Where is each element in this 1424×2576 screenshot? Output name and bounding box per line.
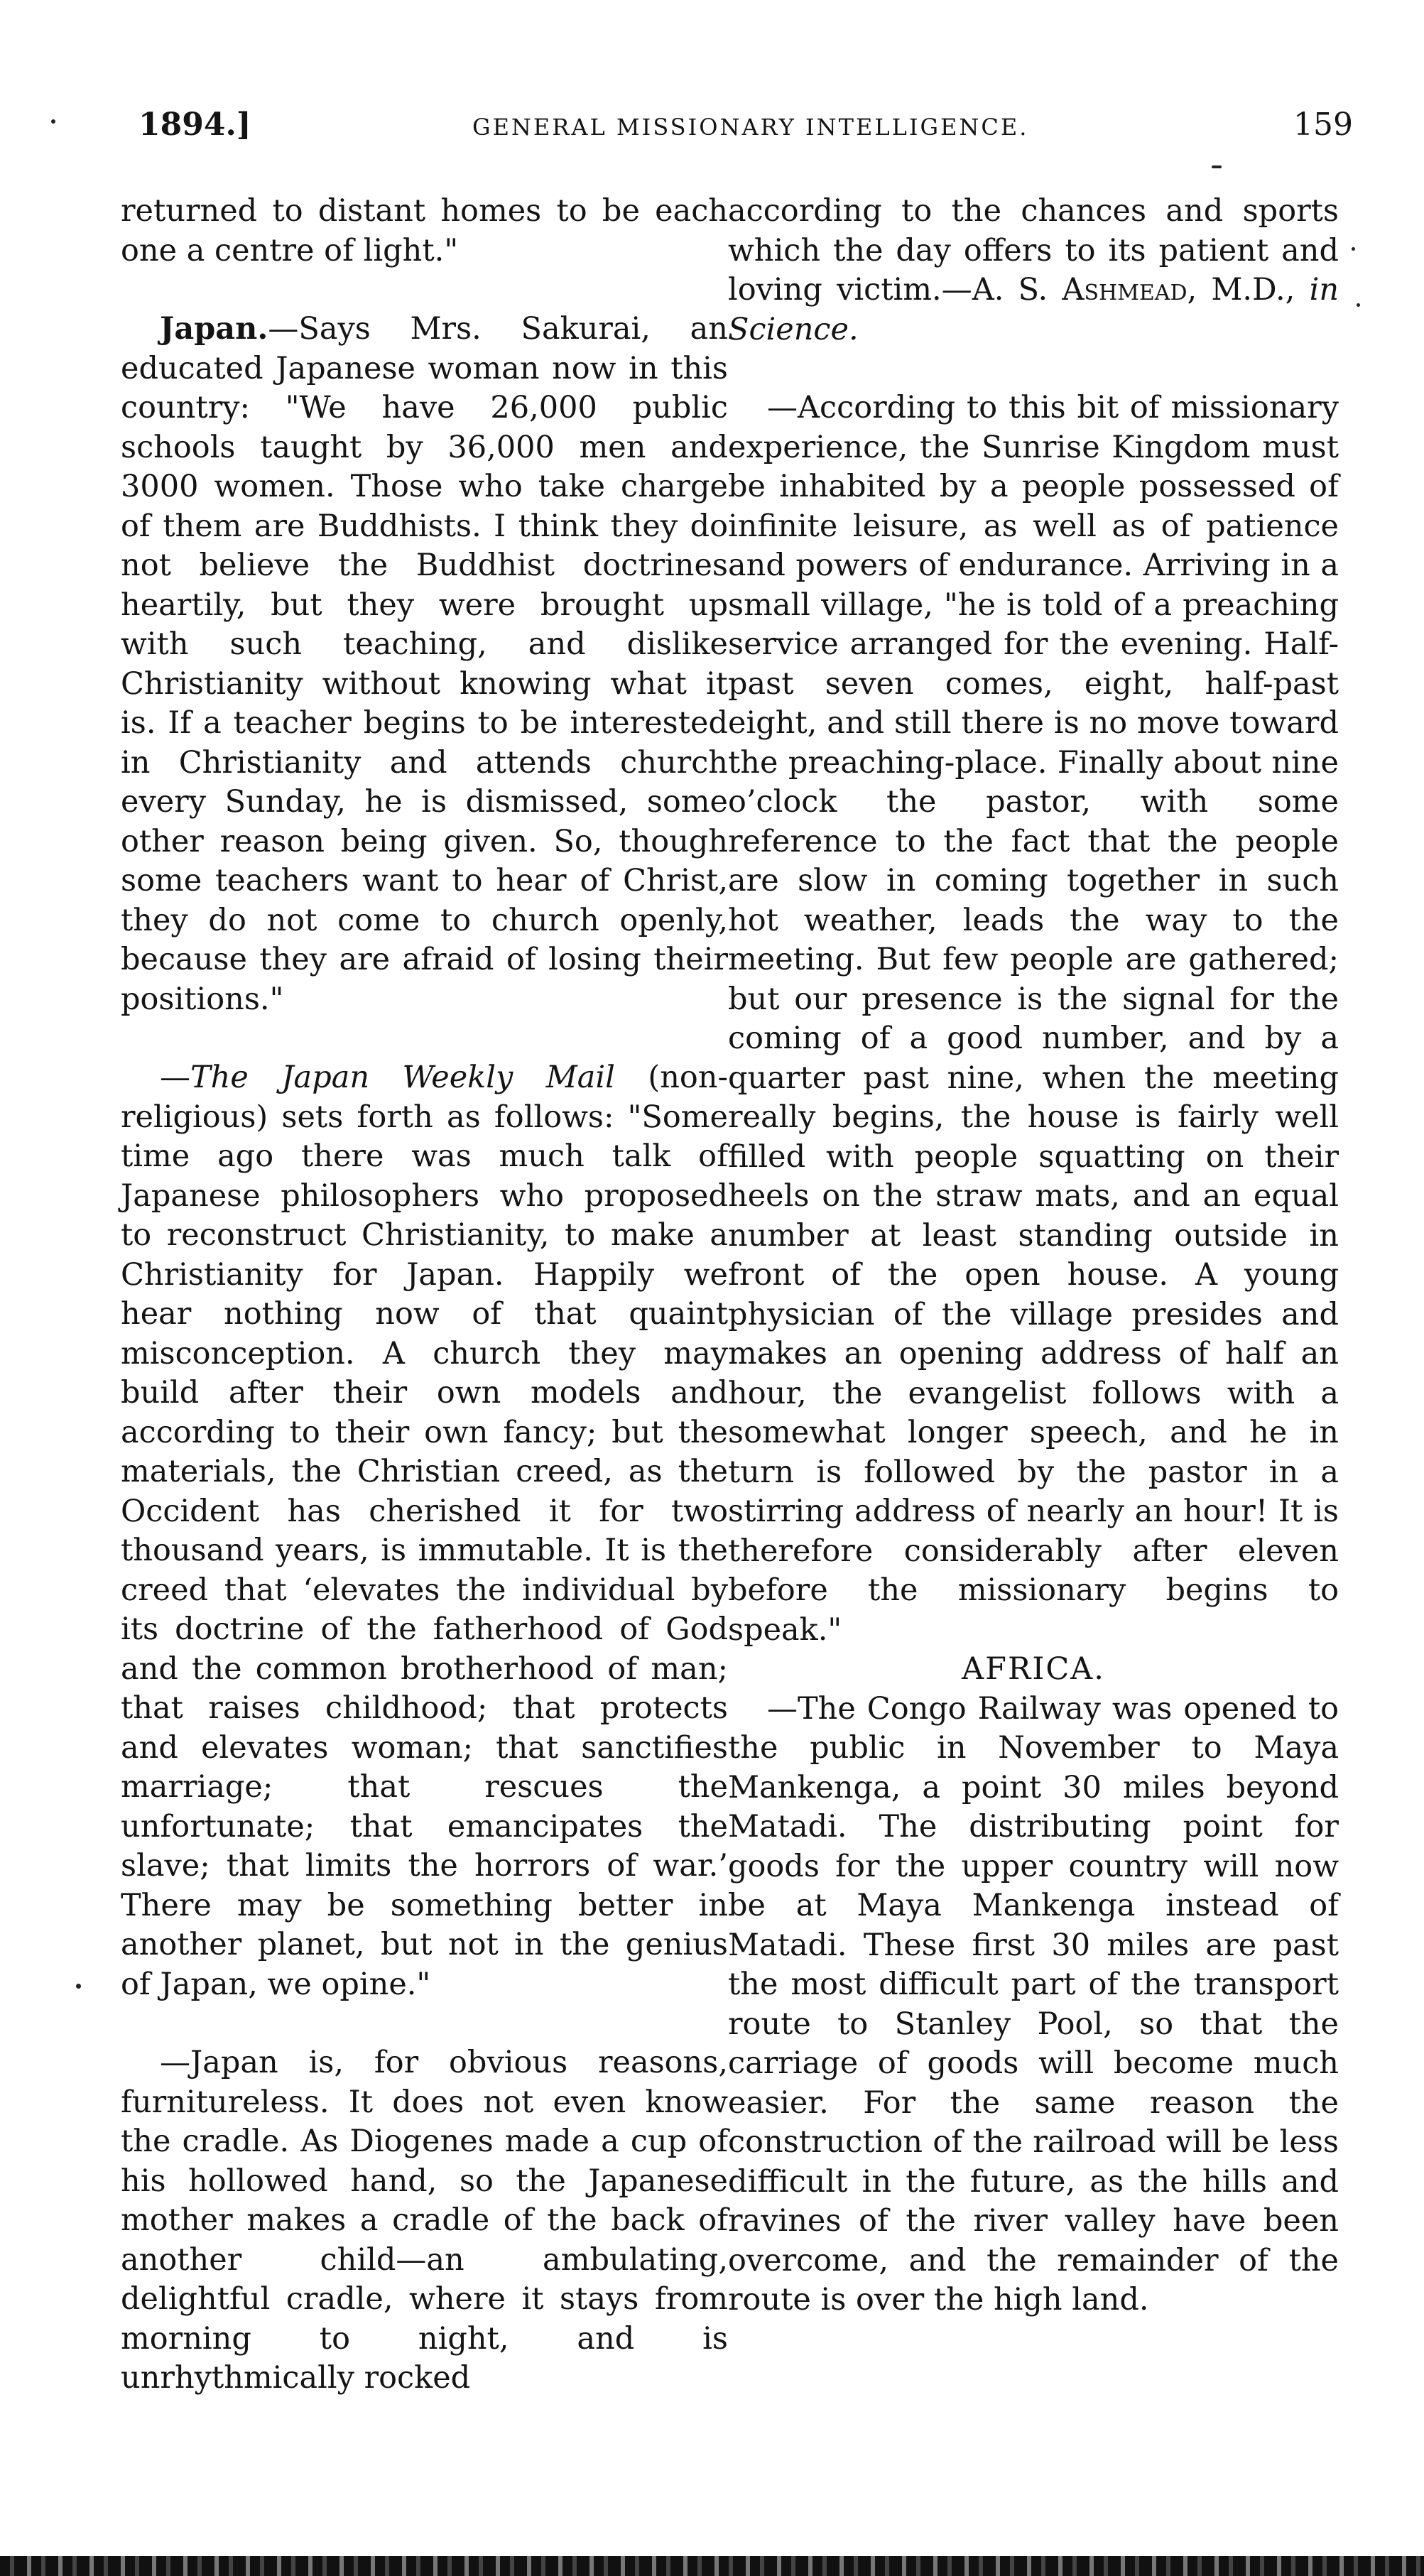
author-name: Ashmead bbox=[1062, 272, 1187, 308]
paragraph-continued bbox=[728, 192, 1339, 349]
paragraph-japan-furnitureless: —Japan is, for obvious reasons, furnitureless. It does not even know the cradle. As Diogenes made a cup of his hollowed hand, so the Japanese mother makes a cradle of the back of another child—an ambulating, delightful cradle, where it stays from morning to night, and is unrhythmically rocked bbox=[121, 2045, 728, 2396]
paragraph-text: —Says Mrs. Sakurai, an educated Japanese woman now in this country: "We have 26,000 public schools taught by 36,000 men and 3000 women. Those who take charge of them are Buddhists. I think they do not believe the Buddhist doctrines heartily, but they were brought up with such teaching, and dislike Christianity without knowing what it is. If a teacher begins to be interested in Christianity and attends church every Sunday, he is dismissed, some other reason being given. So, though some teachers want to hear of Christ, they do not come to church openly, because they are afraid of losing their positions." bbox=[121, 311, 728, 1017]
paragraph-congo-railway: —The Congo Railway was opened to the public in November to Maya Mankenga, a point 30 miles beyond Matadi. The distributing point for goods for the upper country will now be at Maya Mankenga instead of Matadi. These first 30 miles are past the most difficult part of the transport route to Stanley Pool, so that the carriage of goods will become much easier. For the same reason the construction of the railroad will be less difficult in the future, as the hills and ravines of the river valley have been overcome, and the remainder of the route is over the high land. bbox=[728, 1690, 1339, 2317]
print-speck bbox=[1352, 247, 1355, 251]
print-speck bbox=[1357, 303, 1360, 307]
left-column bbox=[121, 192, 728, 2398]
paragraph-japan-weekly-mail bbox=[121, 1058, 728, 2004]
print-speck bbox=[51, 119, 55, 124]
section-heading-africa: AFRICA. bbox=[962, 1651, 1105, 1687]
right-column bbox=[728, 192, 1339, 2320]
header-title: GENERAL MISSIONARY INTELLIGENCE. bbox=[472, 114, 1029, 141]
page-bottom-edge bbox=[0, 2556, 1424, 2576]
print-speck bbox=[1212, 165, 1222, 168]
print-speck bbox=[76, 1984, 81, 1989]
paragraph-text: (non-religious) sets forth as follows: "Some time ago there was much talk of Japanese philosophers who proposed to reconstruct Christianity, to make a Christianity for Japan. Happily we hear nothing now of that quaint misconception. A church they may build after their own models and according to their own fancy; but the materials, the Christian creed, as the Occident has cherished it for two thousand years, is immutable. It is the creed that ‘elevates the individual by its doctrine of the fatherhood of God and the common brotherhood of man; that raises childhood; that protects and elevates woman; that sanctifies marriage; that rescues the unfortunate; that emancipates the slave; that limits the horrors of war.’ There may be something better in another planet, but not in the genius of Japan, we opine." bbox=[121, 1060, 729, 2002]
paragraph-text: according to the chances and sports which the day offers to its patient and loving victim.—A. S. bbox=[728, 193, 1339, 308]
paragraph-japan-sakurai bbox=[121, 310, 728, 1019]
source-name: in Science. bbox=[728, 272, 1339, 347]
page-number: 159 bbox=[1293, 107, 1353, 143]
header-year: 1894.] bbox=[138, 107, 251, 143]
paragraph-sunrise-kingdom: —According to this bit of missionary experience, the Sunrise Kingdom must be inhabited by a people possessed of infinite leisure, as well as of patience and powers of endurance. Arriving in a small village, "he is told of a preaching service arranged for the evening. Half-past seven comes, eight, half-past eight, and still there is no move toward the preaching-place. Finally about nine o’clock the pastor, with some reference to the fact that the people are slow in coming together in such hot weather, leads the way to the meeting. But few people are gathered; but our presence is the signal for the coming of a good number, and by a quarter past nine, when the meeting really begins, the house is fairly well filled with people squatting on their heels on the straw mats, and an equal number at least standing outside in front of the open house. A young physician of the village presides and makes an opening address of half an hour, the evangelist follows with a somewhat longer speech, and he in turn is followed by the pastor in a stirring address of nearly an hour! It is therefore considerably after eleven before the missionary begins to speak." bbox=[728, 390, 1339, 1648]
running-header bbox=[138, 107, 1353, 163]
author-degree: , M.D., bbox=[1187, 272, 1310, 308]
paragraph-continued: returned to distant homes to be each one a centre of light." bbox=[121, 193, 728, 268]
publication-title: The Japan Weekly Mail bbox=[190, 1060, 615, 1095]
dash: — bbox=[160, 1060, 190, 1095]
paragraph-lead: Japan. bbox=[160, 311, 268, 347]
